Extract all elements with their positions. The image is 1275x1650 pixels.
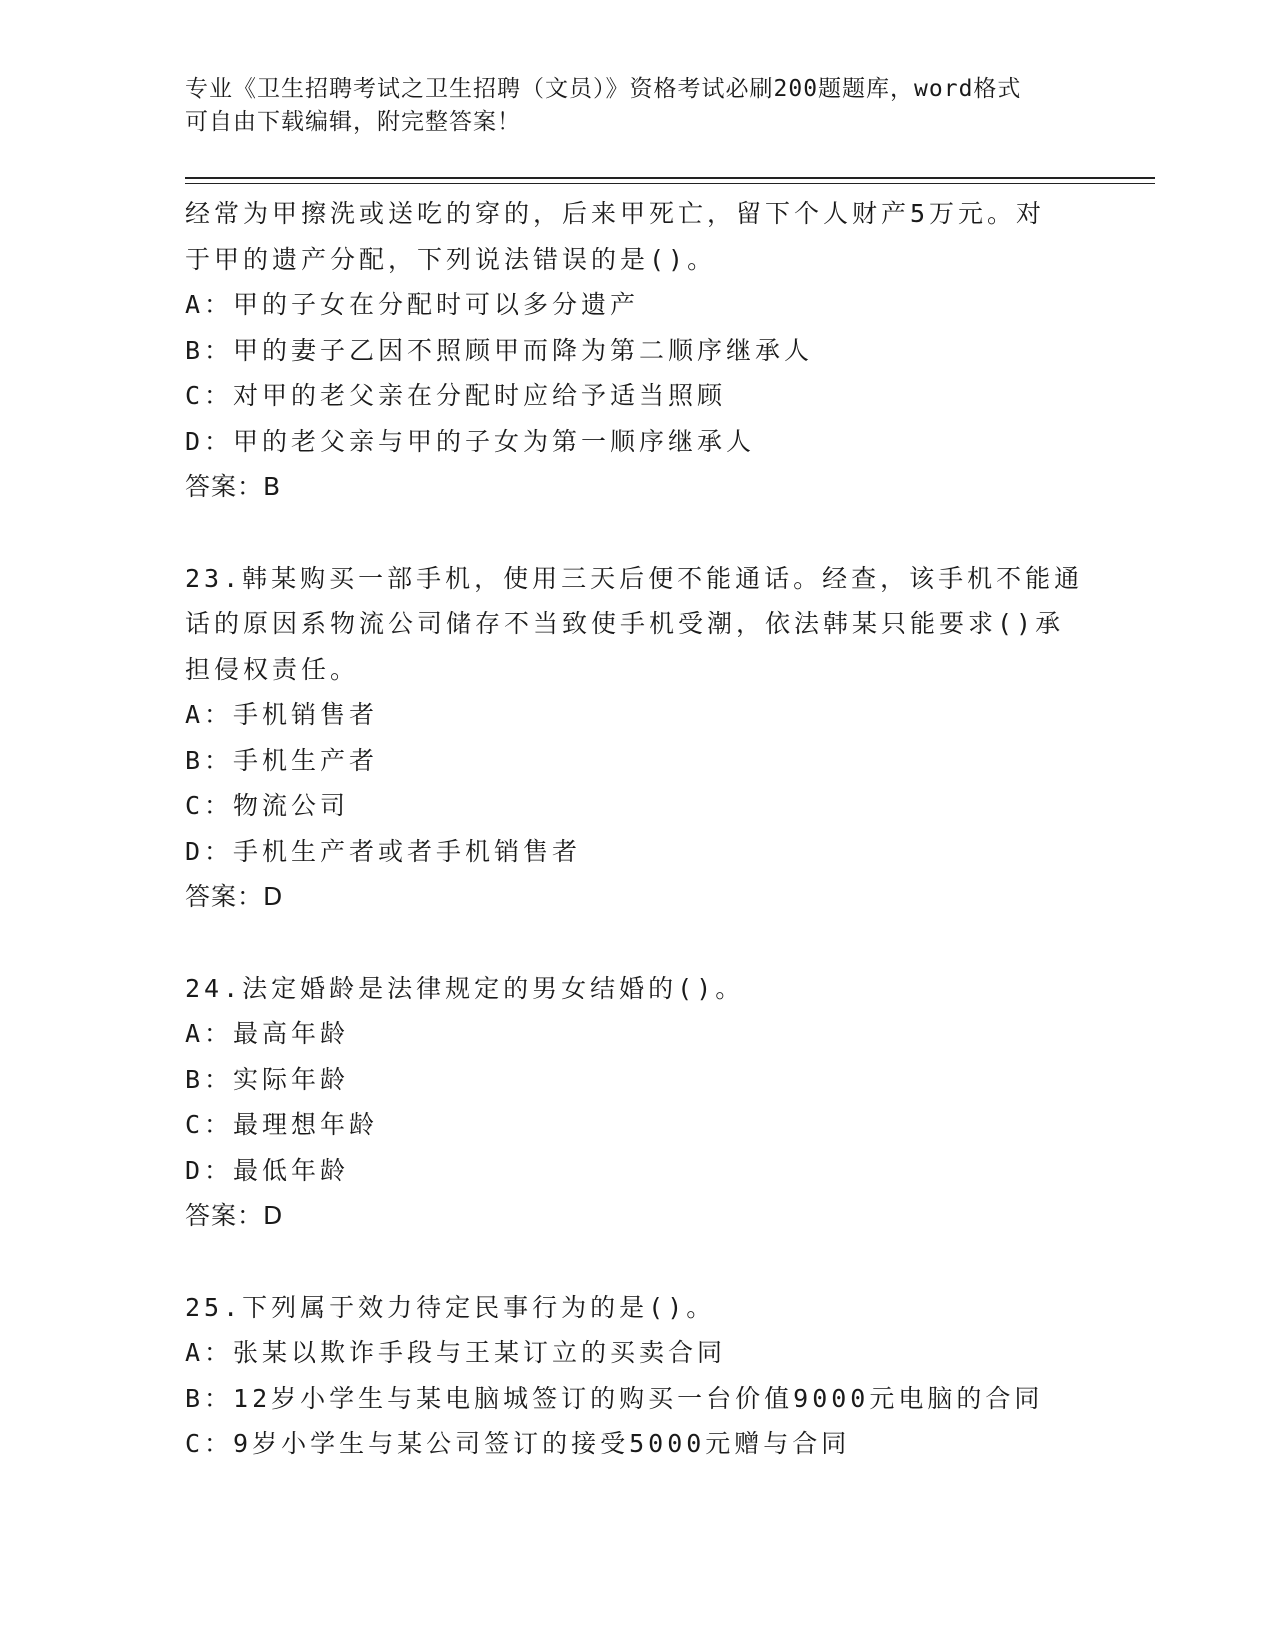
option-b: B：手机生产者: [185, 745, 379, 775]
answer-line: 答案：B: [185, 472, 282, 501]
header-divider-thick: [185, 177, 1155, 179]
question-block: [185, 556, 1085, 920]
header-line-2: 可自由下载编辑，附完整答案！: [185, 109, 521, 135]
question-text-line: 担侵权责任。: [185, 654, 360, 684]
option-a: A：甲的子女在分配时可以多分遗产: [185, 290, 640, 319]
option-a: A：张某以欺诈手段与王某订立的买卖合同: [185, 1338, 727, 1367]
option-a: A：手机销售者: [185, 700, 379, 729]
question-text-line: 经常为甲擦洗或送吃的穿的，后来甲死亡，留下个人财产5万元。对: [185, 199, 1046, 228]
question-text-line: 话的原因系物流公司储存不当致使手机受潮，依法韩某只能要求()承: [185, 609, 1065, 638]
option-c: C：最理想年龄: [185, 1110, 379, 1139]
question-text-line: 23.韩某购买一部手机，使用三天后便不能通话。经查，该手机不能通: [185, 563, 1084, 593]
answer-line: 答案：D: [185, 1201, 284, 1230]
option-d: D：甲的老父亲与甲的子女为第一顺序继承人: [185, 426, 756, 456]
option-b: B：实际年龄: [185, 1064, 350, 1094]
question-list: [185, 191, 1085, 1467]
option-a: A：最高年龄: [185, 1019, 350, 1048]
header-line-1: 专业《卫生招聘考试之卫生招聘（文员）》资格考试必刷200题题库，word格式: [185, 76, 1022, 102]
question-text-line: 24.法定婚龄是法律规定的男女结婚的()。: [185, 973, 745, 1003]
question-block: [185, 966, 1085, 1239]
option-c: C：9岁小学生与某公司签订的接受5000元赠与合同: [185, 1429, 851, 1458]
question-block: [185, 191, 1085, 510]
option-c: C：物流公司: [185, 791, 350, 820]
question-block: [185, 1285, 1085, 1467]
document-header: [185, 73, 1085, 139]
option-c: C：对甲的老父亲在分配时应给予适当照顾: [185, 381, 727, 410]
question-text-line: 25.下列属于效力待定民事行为的是()。: [185, 1292, 716, 1322]
option-d: D：手机生产者或者手机销售者: [185, 836, 582, 866]
option-b: B：甲的妻子乙因不照顾甲而降为第二顺序继承人: [185, 335, 814, 365]
option-b: B：12岁小学生与某电脑城签订的购买一台价值9000元电脑的合同: [185, 1383, 1044, 1413]
question-text-line: 于甲的遗产分配，下列说法错误的是()。: [185, 244, 717, 274]
answer-line: 答案：D: [185, 882, 284, 911]
header-divider-thin: [185, 183, 1155, 184]
option-d: D：最低年龄: [185, 1155, 350, 1185]
